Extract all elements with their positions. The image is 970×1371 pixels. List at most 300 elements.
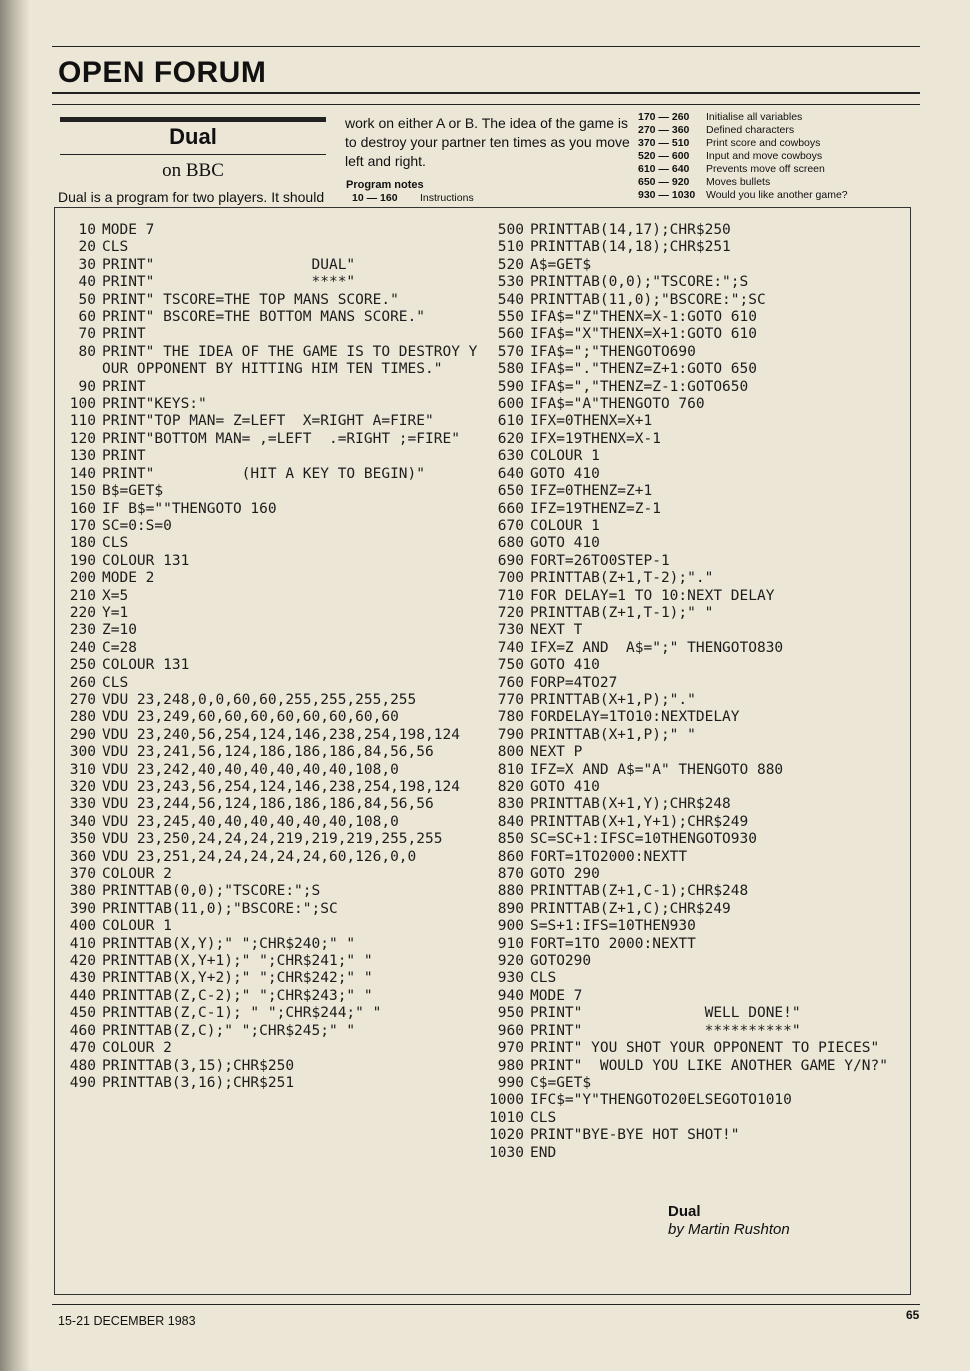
line-number: 460	[69, 1022, 96, 1039]
code-line	[58, 796, 478, 813]
page-number: 65	[906, 1308, 920, 1322]
code-line	[58, 918, 478, 935]
line-code: PRINTTAB(Z,C);" ";CHR$245;" "	[102, 1022, 356, 1039]
code-line	[486, 970, 896, 987]
line-number: 470	[69, 1040, 96, 1057]
line-code: PRINTTAB(0,0);"TSCORE:";S	[530, 274, 749, 291]
code-line	[486, 605, 896, 622]
code-line	[486, 1075, 896, 1092]
program-note-row	[638, 163, 825, 176]
code-line	[486, 1040, 896, 1057]
code-line	[58, 779, 478, 796]
line-number: 20	[78, 239, 96, 256]
line-code: PRINT" **********"	[530, 1022, 801, 1039]
line-code: IFC$="Y"THENGOTO20ELSEGOTO1010	[530, 1092, 792, 1109]
line-number: 990	[497, 1074, 524, 1091]
line-code: GOTO 410	[530, 779, 600, 795]
line-number: 750	[497, 657, 524, 674]
line-number: 320	[69, 779, 96, 795]
line-number: 120	[69, 430, 96, 447]
program-note-row	[638, 111, 802, 124]
program-note-range: 930 — 1030	[638, 189, 696, 201]
line-code: COLOUR 2	[102, 1040, 172, 1057]
code-line	[58, 501, 478, 518]
line-number: 950	[497, 1005, 524, 1022]
line-code: IFX=19THENX=X-1	[530, 430, 661, 447]
code-line	[486, 692, 896, 709]
line-code: CLS	[102, 674, 129, 691]
line-number: 910	[497, 935, 524, 952]
program-note-range: 10 — 160	[352, 192, 398, 204]
line-number: 450	[69, 1005, 96, 1022]
line-number: 210	[69, 587, 96, 604]
line-number: 530	[497, 274, 524, 291]
line-number: 960	[497, 1022, 524, 1039]
line-code: COLOUR 1	[102, 918, 172, 935]
code-line	[58, 448, 478, 465]
line-number: 230	[69, 622, 96, 639]
code-line	[58, 605, 478, 622]
line-number: 840	[497, 813, 524, 830]
line-number: 60	[78, 309, 96, 326]
code-line	[486, 1110, 896, 1127]
code-line	[486, 570, 896, 587]
line-number: 720	[497, 604, 524, 621]
line-number: 390	[69, 900, 96, 917]
line-code: PRINTTAB(11,0);"BSCORE:";SC	[530, 291, 766, 308]
line-number: 400	[69, 918, 96, 935]
line-number: 1010	[489, 1109, 524, 1126]
line-code: PRINTTAB(11,0);"BSCORE:";SC	[102, 900, 338, 917]
line-number: 600	[497, 396, 524, 413]
line-code: VDU 23,250,24,24,24,219,219,219,255,255	[102, 831, 443, 848]
code-line	[58, 431, 478, 448]
code-line	[486, 483, 896, 500]
code-line	[58, 1005, 478, 1022]
line-code: PRINTTAB(Z,C-1); " ";CHR$244;" "	[102, 1005, 382, 1022]
line-number: 10	[78, 222, 96, 238]
line-number: 900	[497, 918, 524, 935]
line-number: 830	[497, 796, 524, 813]
line-code: PRINTTAB(0,0);"TSCORE:";S	[102, 883, 321, 900]
code-line	[486, 1145, 896, 1162]
line-number: 270	[69, 691, 96, 708]
code-line	[58, 970, 478, 987]
code-line	[58, 675, 478, 692]
code-line	[486, 779, 896, 796]
program-note-row	[638, 124, 794, 137]
code-line	[486, 883, 896, 900]
line-code: IFZ=19THENZ=Z-1	[530, 500, 661, 517]
line-code: IFZ=X AND A$="A" THENGOTO 880	[530, 761, 784, 778]
page-binding-shadow	[0, 0, 30, 1371]
code-line	[58, 239, 478, 256]
line-code: GOTO 410	[530, 657, 600, 674]
code-line	[58, 222, 478, 239]
line-number: 310	[69, 761, 96, 778]
line-number: 430	[69, 970, 96, 987]
code-line	[486, 292, 896, 309]
line-number: 370	[69, 866, 96, 883]
line-code: VDU 23,244,56,124,186,186,186,84,56,56	[102, 796, 434, 813]
line-number: 250	[69, 657, 96, 674]
line-code: FOR DELAY=1 TO 10:NEXT DELAY	[530, 587, 775, 604]
code-line	[486, 640, 896, 657]
code-line	[58, 1058, 478, 1075]
section-title: OPEN FORUM	[58, 56, 267, 89]
code-line	[486, 1092, 896, 1109]
line-code: PRINTTAB(3,15);CHR$250	[102, 1057, 295, 1074]
line-code: GOTO290	[530, 953, 592, 970]
line-code: PRINT" THE IDEA OF THE GAME IS TO DESTROY YOUR OPPONENT BY HITTING HIM TEN TIMES."	[102, 343, 478, 378]
line-number: 980	[497, 1057, 524, 1074]
code-line	[486, 518, 896, 535]
program-notes-heading: Program notes	[346, 179, 424, 191]
line-code: END	[530, 1144, 557, 1161]
line-code: PRINTTAB(X,Y+2);" ";CHR$242;" "	[102, 970, 373, 987]
line-code: PRINTTAB(X+1,P);" "	[530, 726, 696, 743]
line-code: COLOUR 131	[102, 657, 190, 674]
program-note-row	[638, 150, 822, 163]
header-rule-thin	[52, 104, 920, 105]
code-line	[486, 501, 896, 518]
line-number: 360	[69, 848, 96, 865]
line-number: 970	[497, 1040, 524, 1057]
code-line	[58, 413, 478, 430]
line-code: PRINT" (HIT A KEY TO BEGIN)"	[102, 465, 426, 482]
program-note-range: 610 — 640	[638, 163, 690, 175]
line-code: FORT=26TO0STEP-1	[530, 552, 670, 569]
line-number: 790	[497, 726, 524, 743]
line-number: 80	[78, 343, 96, 360]
line-code: PRINT"KEYS:"	[102, 396, 207, 413]
line-number: 760	[497, 674, 524, 691]
code-line	[486, 326, 896, 343]
code-line	[486, 309, 896, 326]
code-line	[486, 814, 896, 831]
code-line	[486, 466, 896, 483]
code-line	[486, 744, 896, 761]
line-code: PRINT" BSCORE=THE BOTTOM MANS SCORE."	[102, 309, 426, 326]
program-note-range: 370 — 510	[638, 137, 690, 149]
line-code: Y=1	[102, 604, 129, 621]
line-code: PRINTTAB(Z+1,T-1);" "	[530, 604, 714, 621]
line-code: CLS	[530, 970, 557, 987]
line-code: PRINTTAB(3,16);CHR$251	[102, 1074, 295, 1091]
code-line	[486, 239, 896, 256]
code-line	[58, 553, 478, 570]
line-number: 890	[497, 900, 524, 917]
line-number: 570	[497, 343, 524, 360]
line-number: 860	[497, 848, 524, 865]
code-line	[486, 622, 896, 639]
code-line	[58, 744, 478, 761]
line-code: FORDELAY=1TO10:NEXTDELAY	[530, 709, 740, 726]
code-line	[486, 831, 896, 848]
code-line	[58, 570, 478, 587]
line-code: PRINT" TSCORE=THE TOP MANS SCORE."	[102, 291, 399, 308]
line-code: PRINTTAB(X+1,P);"."	[530, 691, 696, 708]
code-line	[486, 988, 896, 1005]
code-line	[486, 396, 896, 413]
code-line	[58, 936, 478, 953]
line-code: PRINT" WOULD YOU LIKE ANOTHER GAME Y/N?"	[530, 1057, 888, 1074]
line-code: PRINTTAB(14,18);CHR$251	[530, 239, 731, 256]
line-code: IFA$="X"THENX=X+1:GOTO 610	[530, 326, 757, 343]
header-rule	[52, 92, 920, 94]
line-code: PRINT" DUAL"	[102, 256, 356, 273]
line-number: 480	[69, 1057, 96, 1074]
code-line	[58, 588, 478, 605]
code-line	[58, 866, 478, 883]
line-code: C=28	[102, 639, 137, 656]
line-number: 40	[78, 274, 96, 291]
program-note-range: 270 — 360	[638, 124, 690, 136]
line-number: 490	[69, 1074, 96, 1091]
line-code: C$=GET$	[530, 1074, 592, 1091]
line-code: CLS	[102, 535, 129, 552]
line-code: PRINT	[102, 378, 146, 395]
code-line	[486, 588, 896, 605]
line-number: 170	[69, 517, 96, 534]
line-number: 780	[497, 709, 524, 726]
line-code: IFA$=","THENZ=Z-1:GOTO650	[530, 378, 749, 395]
title-bar	[60, 117, 326, 122]
line-number: 290	[69, 726, 96, 743]
program-note-text: Print score and cowboys	[706, 137, 821, 149]
code-line	[58, 1023, 478, 1040]
line-number: 630	[497, 448, 524, 465]
line-number: 1000	[489, 1092, 524, 1109]
code-line	[486, 901, 896, 918]
line-code: PRINT" YOU SHOT YOUR OPPONENT TO PIECES"	[530, 1040, 880, 1057]
line-number: 440	[69, 987, 96, 1004]
program-note-text: Input and move cowboys	[706, 150, 823, 162]
code-line	[58, 483, 478, 500]
line-number: 850	[497, 831, 524, 848]
line-number: 130	[69, 448, 96, 465]
program-note-row	[638, 137, 820, 150]
title-underline	[60, 154, 326, 155]
program-note-row	[638, 176, 770, 189]
line-number: 640	[497, 465, 524, 482]
line-number: 620	[497, 430, 524, 447]
line-number: 700	[497, 570, 524, 587]
line-code: IFZ=0THENZ=Z+1	[530, 483, 653, 500]
code-line	[486, 796, 896, 813]
line-number: 70	[78, 326, 96, 343]
line-code: IFA$="A"THENGOTO 760	[530, 396, 705, 413]
line-code: VDU 23,248,0,0,60,60,255,255,255,255	[102, 691, 417, 708]
line-code: SC=0:S=0	[102, 517, 172, 534]
line-number: 190	[69, 552, 96, 569]
line-number: 730	[497, 622, 524, 639]
code-line	[486, 1023, 896, 1040]
line-number: 30	[78, 256, 96, 273]
line-number: 610	[497, 413, 524, 430]
line-number: 350	[69, 831, 96, 848]
line-code: VDU 23,241,56,124,186,186,186,84,56,56	[102, 744, 434, 761]
line-code: FORP=4TO27	[530, 674, 618, 691]
footer-rule	[52, 1304, 920, 1305]
line-code: IFA$="Z"THENX=X-1:GOTO 610	[530, 309, 757, 326]
line-number: 330	[69, 796, 96, 813]
code-line	[486, 413, 896, 430]
line-number: 220	[69, 604, 96, 621]
line-code: PRINTTAB(Z+1,T-2);"."	[530, 570, 714, 587]
line-number: 930	[497, 970, 524, 987]
code-line	[58, 535, 478, 552]
code-line	[486, 849, 896, 866]
line-code: PRINT" WELL DONE!"	[530, 1005, 801, 1022]
code-line	[486, 675, 896, 692]
line-number: 50	[78, 291, 96, 308]
code-line	[58, 1075, 478, 1092]
line-code: PRINTTAB(X,Y);" ";CHR$240;" "	[102, 935, 356, 952]
line-number: 1030	[489, 1144, 524, 1161]
line-number: 710	[497, 587, 524, 604]
line-code: COLOUR 131	[102, 552, 190, 569]
code-line	[486, 344, 896, 361]
line-number: 140	[69, 465, 96, 482]
line-code: PRINT" ****"	[102, 274, 356, 291]
line-code: VDU 23,242,40,40,40,40,40,40,108,0	[102, 761, 399, 778]
code-line	[486, 709, 896, 726]
code-line	[58, 849, 478, 866]
line-number: 340	[69, 813, 96, 830]
line-code: PRINT	[102, 448, 146, 465]
line-code: GOTO 410	[530, 535, 600, 552]
line-number: 420	[69, 953, 96, 970]
line-number: 1020	[489, 1127, 524, 1144]
line-number: 90	[78, 378, 96, 395]
code-line	[486, 727, 896, 744]
line-code: PRINTTAB(X+1,Y);CHR$248	[530, 796, 731, 813]
program-note-range: 520 — 600	[638, 150, 690, 162]
program-note-row	[638, 189, 848, 202]
line-number: 880	[497, 883, 524, 900]
line-code: MODE 7	[102, 222, 155, 238]
code-line	[58, 727, 478, 744]
code-line	[58, 692, 478, 709]
code-line	[486, 274, 896, 291]
line-code: S=S+1:IFS=10THEN930	[530, 918, 696, 935]
line-code: PRINT"BOTTOM MAN= ,=LEFT .=RIGHT ;=FIRE"	[102, 430, 460, 447]
byline-title: Dual	[668, 1203, 701, 1220]
code-line	[486, 361, 896, 378]
line-code: PRINTTAB(Z,C-2);" ";CHR$243;" "	[102, 987, 373, 1004]
code-line	[486, 1058, 896, 1075]
line-code: SC=SC+1:IFSC=10THENGOTO930	[530, 831, 757, 848]
code-line	[58, 396, 478, 413]
line-code: X=5	[102, 587, 129, 604]
line-number: 500	[497, 222, 524, 238]
line-code: PRINT"BYE-BYE HOT SHOT!"	[530, 1127, 740, 1144]
line-number: 410	[69, 935, 96, 952]
line-number: 660	[497, 500, 524, 517]
line-code: CLS	[102, 239, 129, 256]
top-rule	[52, 46, 920, 47]
line-code: IFA$=";"THENGOTO690	[530, 343, 696, 360]
code-line	[58, 883, 478, 900]
code-line	[58, 953, 478, 970]
line-code: PRINTTAB(X+1,Y+1);CHR$249	[530, 813, 749, 830]
program-note-row	[352, 192, 474, 205]
line-number: 580	[497, 361, 524, 378]
program-note-range: 170 — 260	[638, 111, 690, 123]
line-code: VDU 23,243,56,254,124,146,238,254,198,124	[102, 779, 460, 795]
program-note-text: Instructions	[420, 192, 474, 204]
code-line	[58, 831, 478, 848]
line-code: PRINTTAB(Z+1,C-1);CHR$248	[530, 883, 749, 900]
line-code: VDU 23,245,40,40,40,40,40,40,108,0	[102, 813, 399, 830]
code-line	[58, 274, 478, 291]
line-code: B$=GET$	[102, 483, 164, 500]
line-code: COLOUR 2	[102, 866, 172, 883]
line-number: 200	[69, 570, 96, 587]
line-code: COLOUR 1	[530, 517, 600, 534]
line-number: 300	[69, 744, 96, 761]
line-number: 870	[497, 866, 524, 883]
code-line	[58, 292, 478, 309]
line-number: 560	[497, 326, 524, 343]
line-number: 770	[497, 691, 524, 708]
code-line	[58, 344, 478, 379]
code-line	[486, 222, 896, 239]
line-number: 100	[69, 396, 96, 413]
line-code: A$=GET$	[530, 256, 592, 273]
code-line	[58, 309, 478, 326]
code-line	[58, 622, 478, 639]
code-line	[486, 918, 896, 935]
code-line	[58, 326, 478, 343]
byline-author: by Martin Rushton	[668, 1221, 790, 1238]
line-code: GOTO 410	[530, 465, 600, 482]
line-number: 280	[69, 709, 96, 726]
line-code: MODE 7	[530, 987, 583, 1004]
line-number: 550	[497, 309, 524, 326]
code-line	[486, 448, 896, 465]
code-line	[58, 657, 478, 674]
line-number: 260	[69, 674, 96, 691]
line-code: VDU 23,249,60,60,60,60,60,60,60,60	[102, 709, 399, 726]
line-code: MODE 2	[102, 570, 155, 587]
line-code: PRINTTAB(Z+1,C);CHR$249	[530, 900, 731, 917]
listing-column-left	[58, 222, 478, 1092]
line-code: FORT=1TO2000:NEXTT	[530, 848, 688, 865]
intro-text-col2: work on either A or B. The idea of the game is to destroy your partner ten times as you move left and right.	[345, 115, 630, 169]
line-code: PRINT	[102, 326, 146, 343]
line-number: 510	[497, 239, 524, 256]
code-line	[486, 936, 896, 953]
code-line	[58, 257, 478, 274]
line-code: GOTO 290	[530, 866, 600, 883]
line-code: VDU 23,240,56,254,124,146,238,254,198,124	[102, 726, 460, 743]
line-number: 160	[69, 500, 96, 517]
line-code: VDU 23,251,24,24,24,24,24,60,126,0,0	[102, 848, 417, 865]
line-code: NEXT T	[530, 622, 583, 639]
line-number: 110	[69, 413, 96, 430]
line-number: 810	[497, 761, 524, 778]
line-number: 800	[497, 744, 524, 761]
line-code: Z=10	[102, 622, 137, 639]
listing-column-right	[486, 222, 896, 1162]
line-number: 520	[497, 256, 524, 273]
code-line	[58, 518, 478, 535]
line-code: IFA$="."THENZ=Z+1:GOTO 650	[530, 361, 757, 378]
line-number: 820	[497, 779, 524, 795]
code-line	[486, 657, 896, 674]
